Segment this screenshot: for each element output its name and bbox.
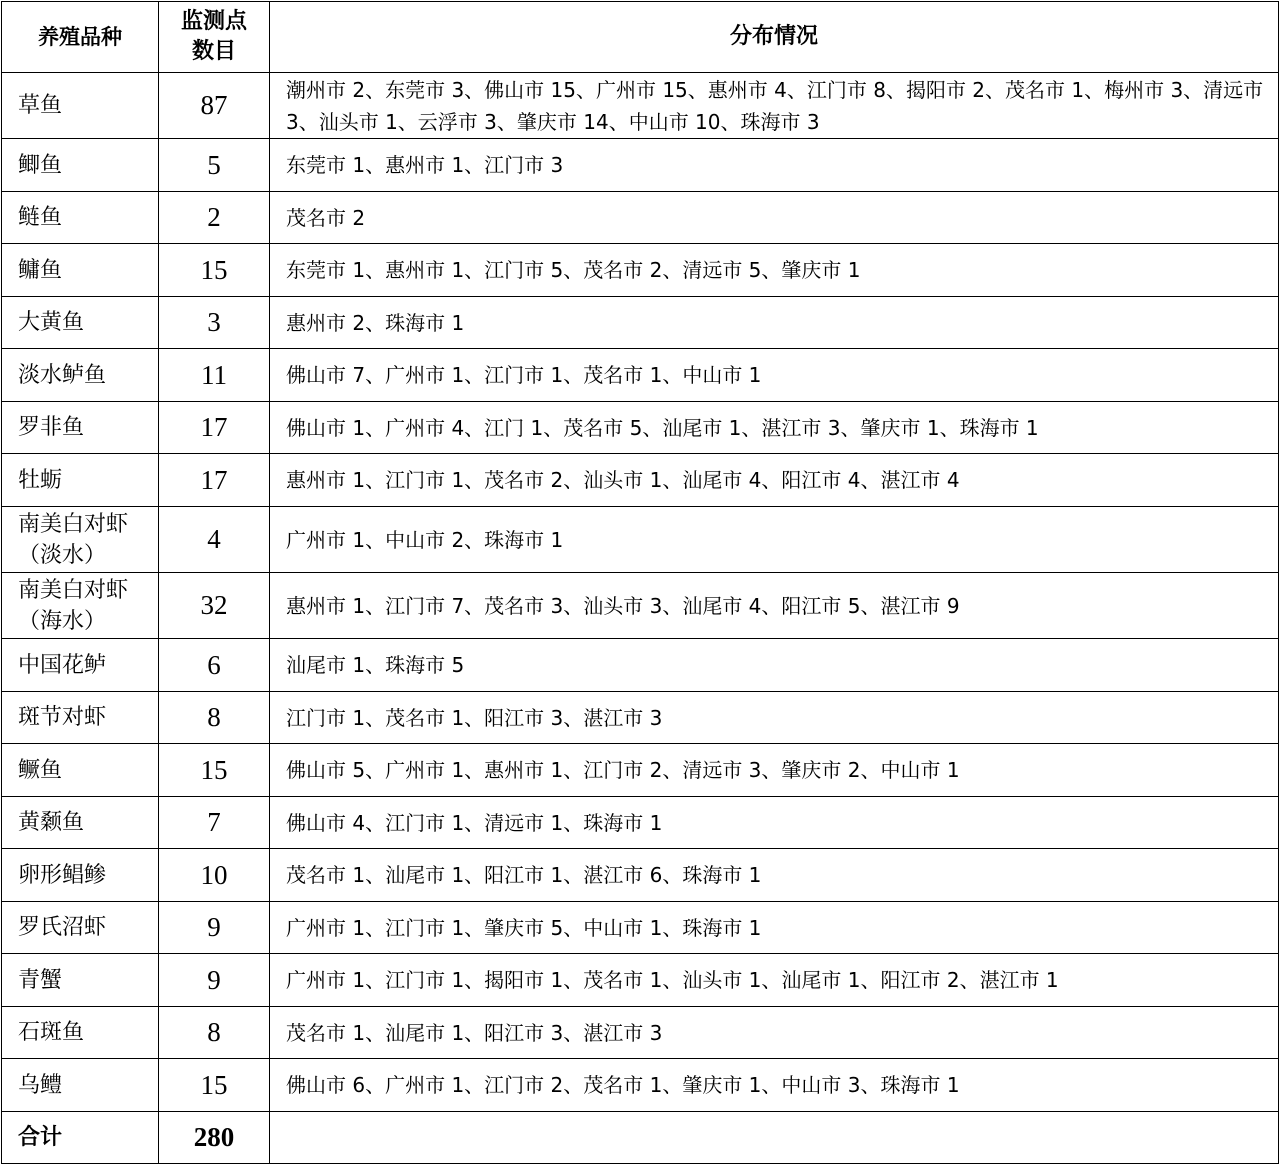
- distribution-cell: 江门市 1、茂名市 1、阳江市 3、湛江市 3: [270, 692, 1279, 744]
- distribution-cell: 佛山市 6、广州市 1、江门市 2、茂名市 1、肇庆市 1、中山市 3、珠海市 1: [270, 1059, 1279, 1112]
- table-row: [2, 639, 1279, 692]
- count-cell: 7: [159, 797, 270, 849]
- table-row: [2, 349, 1279, 402]
- count-cell: 17: [159, 402, 270, 454]
- species-cell: 罗非鱼: [2, 402, 159, 454]
- header-distribution: 分布情况: [270, 2, 1279, 73]
- table-row: [2, 454, 1279, 507]
- count-cell: 3: [159, 297, 270, 349]
- header-species: 养殖品种: [2, 2, 159, 73]
- species-cell: 乌鳢: [2, 1059, 159, 1112]
- species-cell: 斑节对虾: [2, 692, 159, 744]
- count-cell: 15: [159, 1059, 270, 1112]
- species-cell: [2, 573, 159, 639]
- count-cell: 9: [159, 902, 270, 954]
- table-row: [2, 692, 1279, 744]
- count-cell: 4: [159, 507, 270, 573]
- distribution-cell: 茂名市 1、汕尾市 1、阳江市 3、湛江市 3: [270, 1007, 1279, 1059]
- distribution-cell: 佛山市 4、江门市 1、清远市 1、珠海市 1: [270, 797, 1279, 849]
- species-cell: 牡蛎: [2, 454, 159, 507]
- table-row: [2, 244, 1279, 297]
- total-row: [2, 1112, 1279, 1164]
- species-line2: （淡水）: [18, 542, 107, 568]
- species-cell: 罗氏沼虾: [2, 902, 159, 954]
- count-cell: 15: [159, 744, 270, 797]
- distribution-cell: 惠州市 2、珠海市 1: [270, 297, 1279, 349]
- header-row: [2, 2, 1279, 73]
- distribution-cell: 佛山市 1、广州市 4、江门 1、茂名市 5、汕尾市 1、湛江市 3、肇庆市 1、珠海市 1: [270, 402, 1279, 454]
- header-count: [159, 2, 270, 73]
- table-row: [2, 573, 1279, 639]
- table-row: [2, 73, 1279, 139]
- count-cell: 8: [159, 1007, 270, 1059]
- distribution-cell: 汕尾市 1、珠海市 5: [270, 639, 1279, 692]
- species-line2: （海水）: [18, 608, 107, 634]
- table-row: [2, 402, 1279, 454]
- table-row: [2, 139, 1279, 192]
- total-count: 280: [159, 1112, 270, 1164]
- species-line1: 南美白对虾: [18, 577, 129, 603]
- species-cell: 淡水鲈鱼: [2, 349, 159, 402]
- species-line1: 南美白对虾: [18, 511, 129, 537]
- distribution-cell: 茂名市 2: [270, 192, 1279, 244]
- distribution-cell: 茂名市 1、汕尾市 1、阳江市 1、湛江市 6、珠海市 1: [270, 849, 1279, 902]
- count-cell: 2: [159, 192, 270, 244]
- count-cell: 6: [159, 639, 270, 692]
- count-cell: 87: [159, 73, 270, 139]
- table-row: [2, 902, 1279, 954]
- header-count-line2: 数目: [191, 39, 236, 64]
- table-row: [2, 192, 1279, 244]
- species-cell: 鳙鱼: [2, 244, 159, 297]
- table-row: [2, 297, 1279, 349]
- total-label: 合计: [2, 1112, 159, 1164]
- species-cell: 大黄鱼: [2, 297, 159, 349]
- species-cell: 鳜鱼: [2, 744, 159, 797]
- table-row: [2, 1059, 1279, 1112]
- count-cell: 10: [159, 849, 270, 902]
- species-cell: 草鱼: [2, 73, 159, 139]
- table-row: [2, 1007, 1279, 1059]
- species-cell: 黄颡鱼: [2, 797, 159, 849]
- count-cell: 8: [159, 692, 270, 744]
- count-cell: 9: [159, 954, 270, 1007]
- species-cell: 青蟹: [2, 954, 159, 1007]
- distribution-cell: 佛山市 5、广州市 1、惠州市 1、江门市 2、清远市 3、肇庆市 2、中山市 1: [270, 744, 1279, 797]
- distribution-cell: 惠州市 1、江门市 1、茂名市 2、汕头市 1、汕尾市 4、阳江市 4、湛江市 4: [270, 454, 1279, 507]
- distribution-cell: 广州市 1、江门市 1、揭阳市 1、茂名市 1、汕头市 1、汕尾市 1、阳江市 2、湛江市 1: [270, 954, 1279, 1007]
- table-row: [2, 507, 1279, 573]
- distribution-cell: 广州市 1、江门市 1、肇庆市 5、中山市 1、珠海市 1: [270, 902, 1279, 954]
- table-row: [2, 849, 1279, 902]
- distribution-cell: 东莞市 1、惠州市 1、江门市 3: [270, 139, 1279, 192]
- distribution-cell: 佛山市 7、广州市 1、江门市 1、茂名市 1、中山市 1: [270, 349, 1279, 402]
- count-cell: 5: [159, 139, 270, 192]
- total-distribution: [270, 1112, 1279, 1164]
- table-row: [2, 797, 1279, 849]
- count-cell: 17: [159, 454, 270, 507]
- count-cell: 32: [159, 573, 270, 639]
- species-cell: 卵形鲳鲹: [2, 849, 159, 902]
- distribution-cell: 惠州市 1、江门市 7、茂名市 3、汕头市 3、汕尾市 4、阳江市 5、湛江市 9: [270, 573, 1279, 639]
- table-row: [2, 954, 1279, 1007]
- species-cell: 中国花鲈: [2, 639, 159, 692]
- table-row: [2, 744, 1279, 797]
- species-cell: 鲫鱼: [2, 139, 159, 192]
- distribution-cell: 东莞市 1、惠州市 1、江门市 5、茂名市 2、清远市 5、肇庆市 1: [270, 244, 1279, 297]
- distribution-cell: 广州市 1、中山市 2、珠海市 1: [270, 507, 1279, 573]
- distribution-cell: 潮州市 2、东莞市 3、佛山市 15、广州市 15、惠州市 4、江门市 8、揭阳市 2、茂名市 1、梅州市 3、清远市 3、汕头市 1、云浮市 3、肇庆市 14、中山市 10、珠海市 3: [270, 73, 1279, 139]
- count-cell: 11: [159, 349, 270, 402]
- monitoring-table: [1, 1, 1279, 1164]
- species-cell: 鲢鱼: [2, 192, 159, 244]
- header-count-line1: 监测点: [180, 9, 247, 34]
- species-cell: 石斑鱼: [2, 1007, 159, 1059]
- count-cell: 15: [159, 244, 270, 297]
- species-cell: [2, 507, 159, 573]
